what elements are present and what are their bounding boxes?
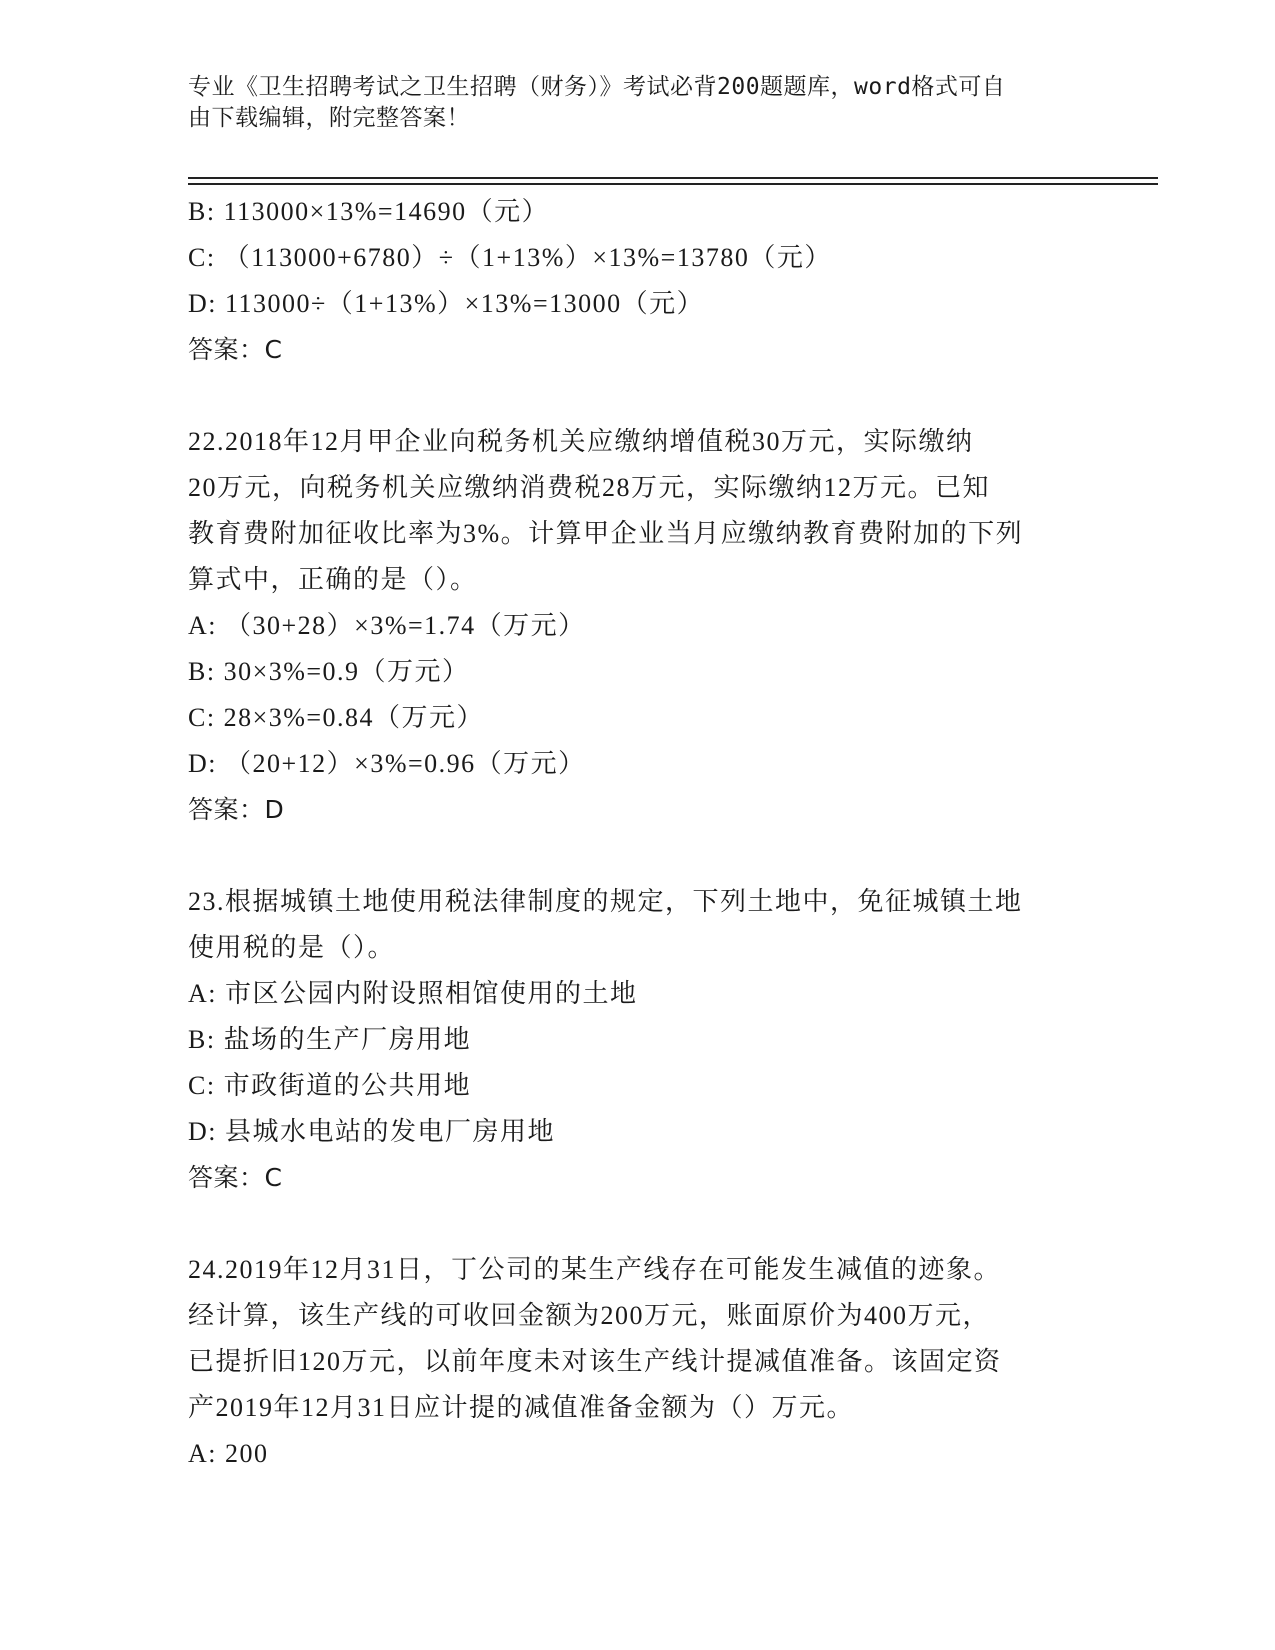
question-stem-line: 22.2018年12月甲企业向税务机关应缴纳增值税30万元，实际缴纳	[188, 427, 974, 456]
question-stem-line: 经计算，该生产线的可收回金额为200万元，账面原价为400万元，	[188, 1301, 991, 1330]
option-b: B: 30×3%=0.9（万元）	[188, 657, 470, 686]
option-c: C: 28×3%=0.84（万元）	[188, 703, 485, 732]
option-c: C: 市政街道的公共用地	[188, 1071, 472, 1100]
document-header	[188, 72, 1068, 134]
question-stem-line: 产2019年12月31日应计提的减值准备金额为（）万元。	[188, 1393, 855, 1422]
question-stem-line: 24.2019年12月31日，丁公司的某生产线存在可能发生减值的迹象。	[188, 1255, 1002, 1284]
question-stem-line: 使用税的是（）。	[188, 933, 396, 962]
answer-line: 答案：C	[188, 335, 283, 364]
option-d: D: 113000÷（1+13%）×13%=13000（元）	[188, 289, 705, 318]
option-c: C: （113000+6780）÷（1+13%）×13%=13780（元）	[188, 243, 832, 272]
question-23	[188, 879, 1088, 1201]
option-d: D: （20+12）×3%=0.96（万元）	[188, 749, 586, 778]
header-divider-top	[188, 177, 1158, 179]
document-body	[188, 189, 1088, 1477]
question-stem-line: 教育费附加征收比率为3%。计算甲企业当月应缴纳教育费附加的下列	[188, 519, 1024, 548]
answer-line: 答案：D	[188, 795, 285, 824]
option-a: A: 200	[188, 1439, 269, 1468]
option-a: A: （30+28）×3%=1.74（万元）	[188, 611, 586, 640]
header-line-1: 专业《卫生招聘考试之卫生招聘（财务）》考试必背200题题库，word格式可自	[188, 74, 1006, 100]
question-stem-line: 算式中，正确的是（）。	[188, 565, 478, 594]
question-stem-line: 23.根据城镇土地使用税法律制度的规定，下列土地中，免征城镇土地	[188, 887, 1023, 916]
question-spacer	[188, 373, 1088, 419]
question-22	[188, 419, 1088, 833]
option-b: B: 113000×13%=14690（元）	[188, 197, 550, 226]
question-stem-line: 20万元，向税务机关应缴纳消费税28万元，实际缴纳12万元。已知	[188, 473, 991, 502]
option-a: A: 市区公园内附设照相馆使用的土地	[188, 979, 638, 1008]
question-24	[188, 1247, 1088, 1477]
option-b: B: 盐场的生产厂房用地	[188, 1025, 472, 1054]
option-d: D: 县城水电站的发电厂房用地	[188, 1117, 556, 1146]
header-line-2: 由下载编辑，附完整答案！	[188, 105, 470, 131]
header-divider-bottom	[188, 183, 1158, 185]
question-spacer	[188, 833, 1088, 879]
answer-line: 答案：C	[188, 1163, 283, 1192]
question-21	[188, 189, 1088, 373]
question-spacer	[188, 1201, 1088, 1247]
question-stem-line: 已提折旧120万元，以前年度未对该生产线计提减值准备。该固定资	[188, 1347, 1002, 1376]
